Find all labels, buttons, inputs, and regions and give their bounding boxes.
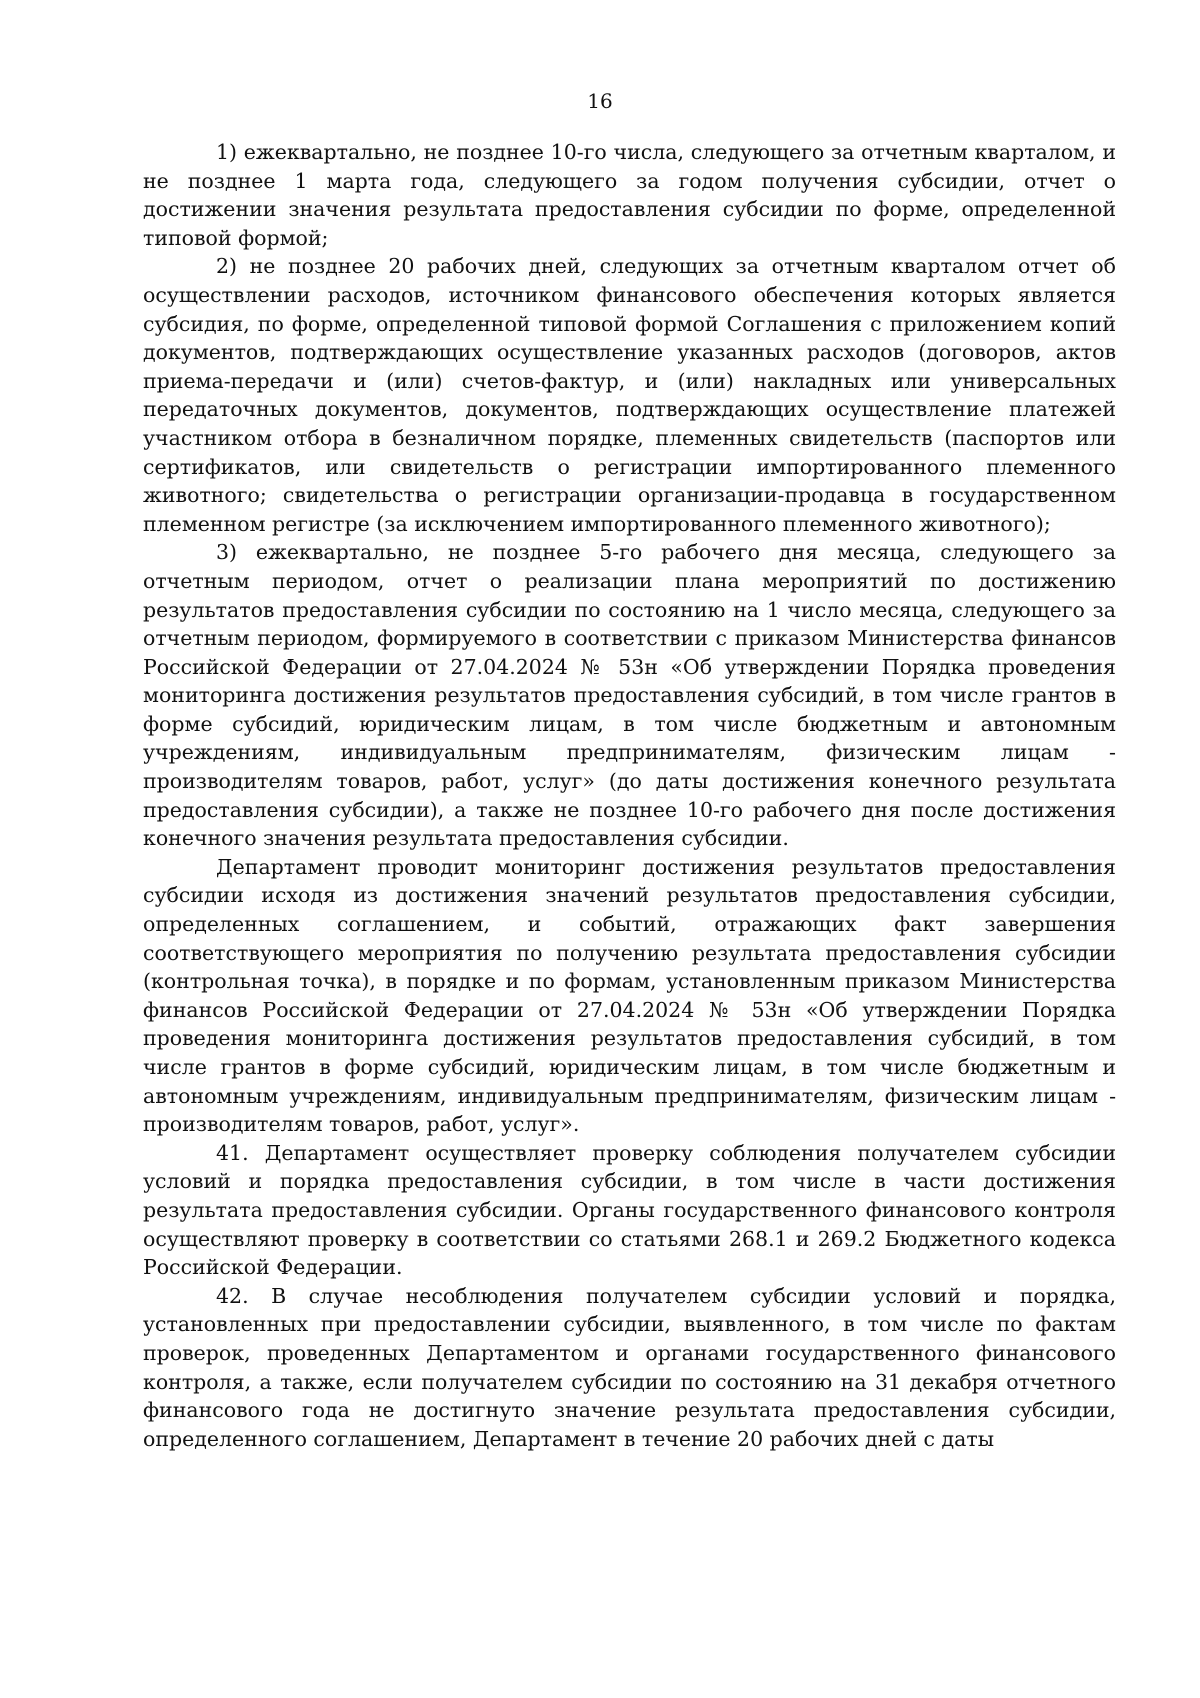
paragraph-item-1: 1) ежеквартально, не позднее 10-го числа, следующего за отчетным кварталом, и не позднее 1 марта года, следующего за годом получения субсидии, отчет о достижении значения результата предоставления субсидии по форме, определенной типовой формой;: [143, 140, 1116, 250]
page-number: 16: [587, 89, 613, 113]
paragraph-item-3: 3) ежеквартально, не позднее 5-го рабочего дня месяца, следующего за отчетным периодом, отчет о реализации плана мероприятий по достижению результатов предоставления субсидии по состоянию на 1 число месяца, следующего за отчетным периодом, формируемого в соответствии с приказом Министерства финансов Российской Федерации от 27.04.2024 № 53н «Об утверждении Порядка проведения мониторинга достижения результатов предоставления субсидий, в том числе грантов в форме субсидий, юридическим лицам, в том числе бюджетным и автономным учреждениям, индивидуальным предпринимателям, физическим лицам - производителям товаров, работ, услуг» (до даты достижения конечного результата предоставления субсидии), а также не позднее 10-го рабочего дня после достижения конечного значения результата предоставления субсидии.: [143, 540, 1116, 851]
paragraph-item-2: 2) не позднее 20 рабочих дней, следующих за отчетным кварталом отчет об осуществлении расходов, источником финансового обеспечения которых является субсидия, по форме, определенной типовой формой Соглашения с приложением копий документов, подтверждающих осуществление указанных расходов (договоров, актов приема-передачи и (или) счетов-фактур, и (или) накладных или универсальных передаточных документов, документов, подтверждающих осуществление платежей участником отбора в безналичном порядке, племенных свидетельств (паспортов или сертификатов, или свидетельств о регистрации импортированного племенного животного; свидетельства о регистрации организации-продавца в государственном племенном регистре (за исключением импортированного племенного животного);: [143, 254, 1116, 536]
paragraph-41: 41. Департамент осуществляет проверку соблюдения получателем субсидии условий и порядка предоставления субсидии, в том числе в части достижения результата предоставления субсидии. Органы государственного финансового контроля осуществляют проверку в соответствии со статьями 268.1 и 269.2 Бюджетного кодекса Российской Федерации.: [143, 1140, 1116, 1280]
document-body: [143, 138, 1116, 1453]
paragraph-monitoring: Департамент проводит мониторинг достижения результатов предоставления субсидии исходя из достижения значений результатов предоставления субсидии, определенных соглашением, и событий, отражающих факт завершения соответствующего мероприятия по получению результата предоставления субсидии (контрольная точка), в порядке и по формам, установленным приказом Министерства финансов Российской Федерации от 27.04.2024 № 53н «Об утверждении Порядка проведения мониторинга достижения результатов предоставления субсидий, в том числе грантов в форме субсидий, юридическим лицам, в том числе бюджетным и автономным учреждениям, индивидуальным предпринимателям, физическим лицам - производителям товаров, работ, услуг».: [143, 854, 1116, 1137]
paragraph-42: 42. В случае несоблюдения получателем субсидии условий и порядка, установленных при предоставлении субсидии, выявленного, в том числе по фактам проверок, проведенных Департаментом и органами государственного финансового контроля, а также, если получателем субсидии по состоянию на 31 декабря отчетного финансового года не достигнуто значение результата предоставления субсидии, определенного соглашением, Департамент в течение 20 рабочих дней с даты: [143, 1283, 1116, 1451]
